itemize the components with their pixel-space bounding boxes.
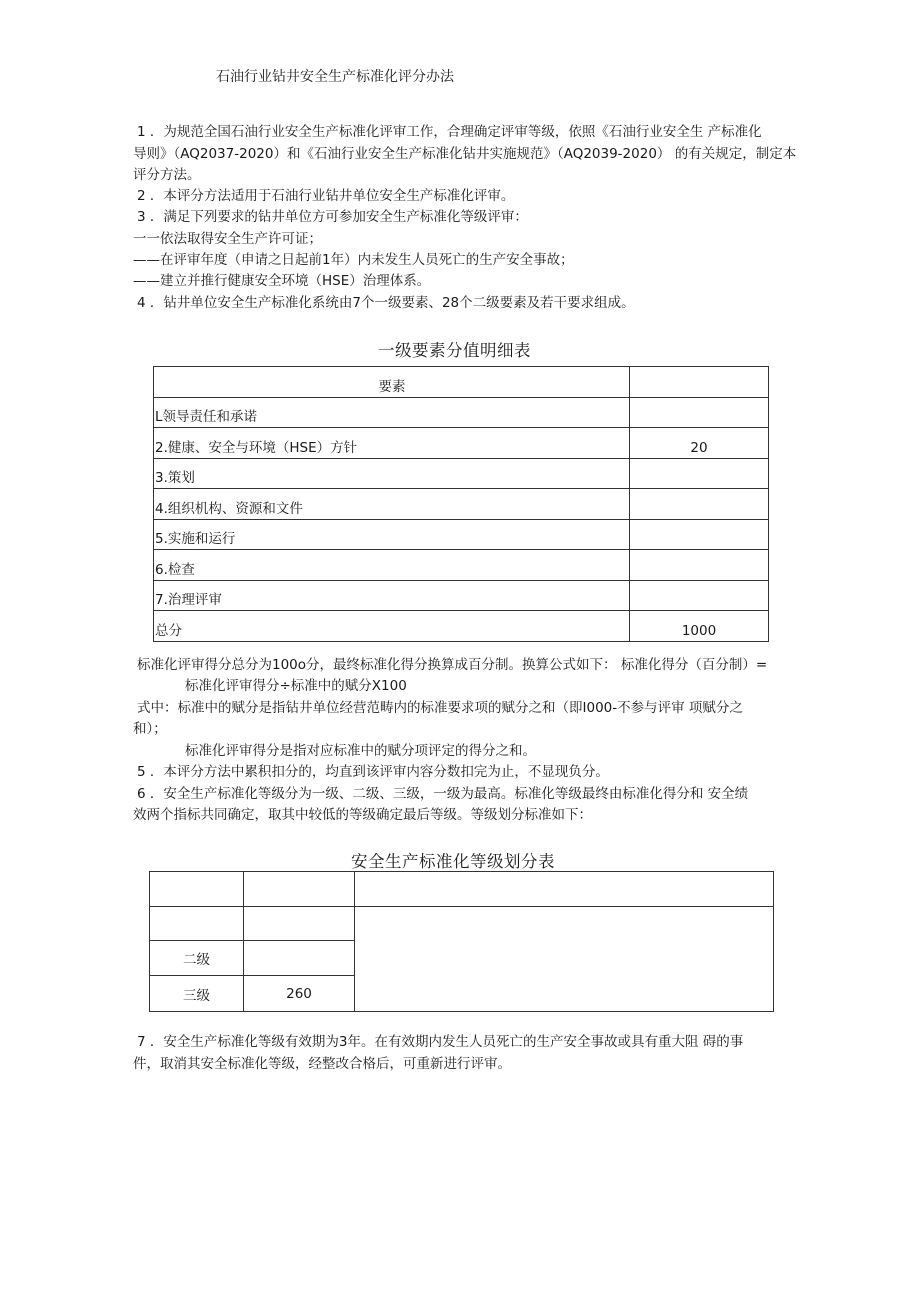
table-row: [150, 907, 774, 941]
total-value: 1000: [630, 611, 769, 642]
level-cell: 三级: [150, 976, 244, 1012]
element-cell: 3.策划: [154, 458, 630, 489]
formula-line-5: 标准化评审得分是指对应标准中的赋分项评定的得分之和。: [185, 743, 536, 759]
performance-cell: [355, 907, 774, 1012]
table-row: [154, 397, 769, 428]
paragraph-2: 2 ．本评分方法适用于石油行业钻井单位安全生产标准化评审。: [137, 188, 515, 204]
score-cell: [244, 907, 355, 941]
header-score: [244, 872, 355, 907]
table-1-title: 一级要素分值明细表: [378, 341, 531, 360]
document-title: 石油行业钻井安全生产标准化评分办法: [216, 69, 454, 85]
requirement-1: 一一依法取得安全生产许可证；: [133, 231, 322, 247]
table-row: [154, 519, 769, 550]
paragraph-3: 3 ．满足下列要求的钻井单位方可参加安全生产标准化等级评审：: [137, 209, 528, 225]
header-performance: [355, 872, 774, 907]
element-cell: 7.治理评审: [154, 580, 630, 611]
paragraph-1-line-2: 导则》（AQ2037-2020）和《石油行业安全生产标准化钻井实施规范》（AQ2039-2020） 的有关规定，制定本: [133, 146, 797, 162]
element-cell: 4.组织机构、资源和文件: [154, 489, 630, 520]
element-cell: L领导责任和承诺: [154, 397, 630, 428]
paragraph-6-line-1: 6 ．安全生产标准化等级分为一级、二级、三级，一级为最高。标准化等级最终由标准化得分和 安全绩: [137, 786, 749, 802]
header-score: [630, 367, 769, 398]
score-cell: [244, 941, 355, 976]
element-cell: 2.健康、安全与环境（HSE）方针: [154, 428, 630, 459]
element-cell: 6.检查: [154, 550, 630, 581]
grade-table: [149, 871, 774, 1012]
score-cell: [630, 550, 769, 581]
score-cell: [630, 397, 769, 428]
table-2-title: 安全生产标准化等级划分表: [351, 852, 555, 871]
formula-line-4: 和）；: [133, 721, 167, 737]
paragraph-7-line-1: 7 ．安全生产标准化等级有效期为3年。在有效期内发生人员死亡的生产安全事故或具有重大阻 碍的事: [137, 1034, 744, 1050]
paragraph-7-line-2: 件，取消其安全标准化等级，经整改合格后，可重新进行评审。: [133, 1056, 511, 1072]
score-cell: 260: [244, 976, 355, 1012]
score-cell: [630, 519, 769, 550]
paragraph-6-line-2: 效两个指标共同确定，取其中较低的等级确定最后等级。等级划分标准如下：: [133, 807, 592, 823]
score-cell: 20: [630, 428, 769, 459]
paragraph-1-line-3: 评分方法。: [133, 167, 201, 183]
formula-line-3: 式中：标准中的赋分是指钻井单位经营范畴内的标准要求项的赋分之和（即I000-不参与评审 项赋分之: [137, 700, 743, 716]
table-row: [154, 458, 769, 489]
level-cell: 二级: [150, 941, 244, 976]
total-label: 总分: [154, 611, 630, 642]
requirement-2: ——在评审年度（申请之日起前1年）内未发生人员死亡的生产安全事故；: [133, 252, 574, 268]
table-row: [154, 580, 769, 611]
element-cell: 5.实施和运行: [154, 519, 630, 550]
table-header-row: [150, 872, 774, 907]
table-total-row: [154, 611, 769, 642]
level-cell: [150, 907, 244, 941]
table-row: [154, 428, 769, 459]
score-cell: [630, 580, 769, 611]
paragraph-5: 5 ．本评分方法中累积扣分的，均直到该评审内容分数扣完为止，不显现负分。: [137, 764, 609, 780]
table-row: [154, 550, 769, 581]
formula-line-1: 标准化评审得分总分为100o分，最终标准化得分换算成百分制。换算公式如下： 标准化得分（百分制）=: [137, 657, 768, 673]
header-level: [150, 872, 244, 907]
paragraph-4: 4 ．钻井单位安全生产标准化系统由7个一级要素、28个二级要素及若干要求组成。: [137, 295, 635, 311]
requirement-3: ——建立并推行健康安全环境（HSE）治理体系。: [133, 273, 431, 289]
table-row: [154, 489, 769, 520]
table-header-row: [154, 367, 769, 398]
score-cell: [630, 489, 769, 520]
formula-line-2: 标准化评审得分÷标准中的赋分X100: [185, 678, 407, 694]
element-score-table: [153, 366, 769, 642]
header-element: 要素: [154, 367, 630, 398]
paragraph-1-line-1: 1 ．为规范全国石油行业安全生产标准化评审工作，合理确定评审等级，依照《石油行业安全生 产标准化: [137, 124, 762, 140]
score-cell: [630, 458, 769, 489]
